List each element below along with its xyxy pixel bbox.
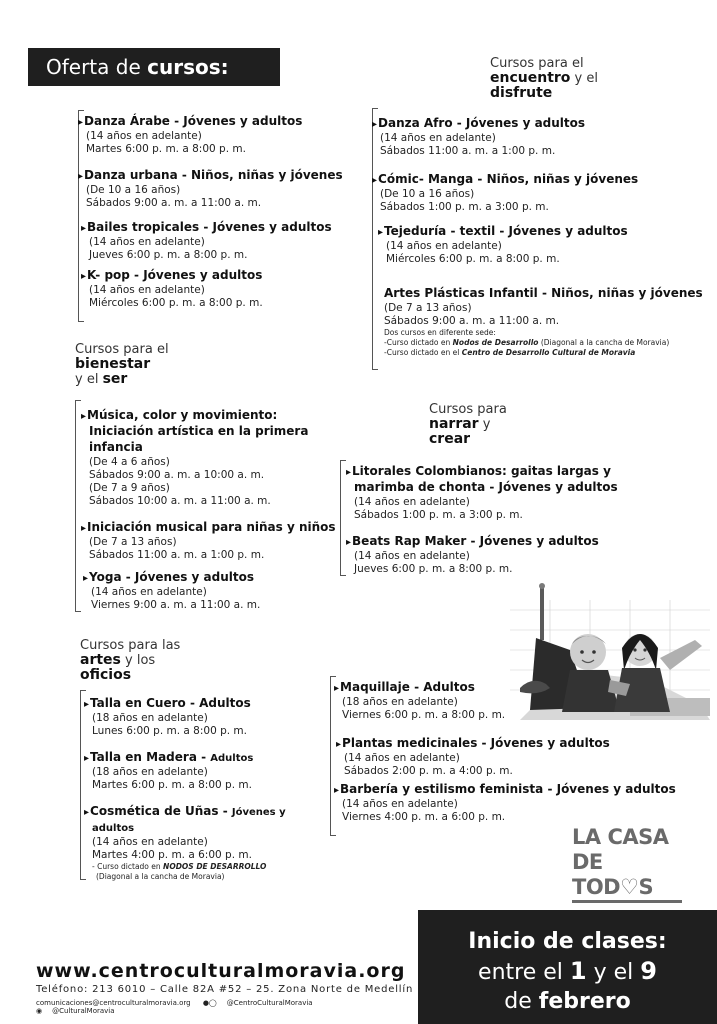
logo-line: S [638, 875, 654, 899]
logo-line: DE TOD [572, 850, 621, 899]
course-danza-urbana [86, 168, 343, 210]
course-tejeduria [386, 224, 628, 266]
course-time: Sábados 10:00 a. m. a 11:00 a. m. [89, 495, 271, 507]
course-group-narrar [340, 460, 640, 576]
course-group-danza [78, 110, 358, 322]
section-line: y el [570, 71, 598, 86]
course-danza-afro [380, 116, 585, 158]
course-note [384, 338, 703, 348]
section-bold: disfrute [490, 85, 553, 101]
course-name: infancia [89, 440, 143, 454]
title-bold: cursos: [147, 55, 229, 79]
course-name: ▸ Maquillaje - Adultos [342, 680, 505, 696]
course-age: (14 años en adelante) [342, 798, 458, 810]
note-text: (Diagonal a la cancha de Moravia) [538, 338, 670, 347]
start-text: de [504, 989, 539, 1014]
email-link[interactable]: comunicaciones@centroculturalmoravia.org [36, 999, 191, 1007]
course-musica-color-7-9 [89, 482, 271, 508]
start-day-2: 9 [640, 957, 657, 985]
course-name: ▸ Barbería y estilismo feminista - Jóvenes y adultos [342, 782, 676, 798]
social-row [36, 999, 406, 1015]
course-name: ▸ Cómic- Manga - Niños, niñas y jóvenes [380, 172, 638, 188]
course-time: Viernes 4:00 p. m. a 6:00 p. m. [342, 811, 506, 823]
course-time: Jueves 6:00 p. m. a 8:00 p. m. [354, 563, 513, 575]
course-name: ▸ Danza urbana - Niños, niñas y jóvenes [86, 168, 343, 184]
course-plantas-medicinales [344, 736, 610, 778]
course-note: (Diagonal a la cancha de Moravia) [96, 872, 225, 881]
course-group-encuentro [372, 108, 712, 370]
course-age: (De 7 a 13 años) [384, 302, 472, 314]
section-bold: narrar [429, 416, 479, 432]
heart-icon: ♡ [620, 875, 639, 899]
course-age: (14 años en adelante) [89, 236, 205, 248]
course-danza-arabe [86, 114, 302, 156]
course-age: (18 años en adelante) [92, 712, 208, 724]
section-bold: oficios [80, 667, 132, 683]
course-name: ▸ Tejeduría - textil - Jóvenes y adultos [386, 224, 628, 240]
course-age: (18 años en adelante) [92, 766, 208, 778]
course-time: Sábados 2:00 p. m. a 4:00 p. m. [344, 765, 513, 777]
course-name: ▸ Beats Rap Maker - Jóvenes y adultos [354, 534, 599, 550]
social-handle-1[interactable]: @CentroCulturalMoravia [226, 999, 313, 1007]
section-line: Cursos para el [75, 342, 169, 357]
course-age: (14 años en adelante) [86, 130, 202, 142]
la-casa-de-todos-logo [572, 825, 682, 903]
course-name: ▸ Plantas medicinales - Jóvenes y adultos [344, 736, 610, 752]
course-age: (14 años en adelante) [386, 240, 502, 252]
course-name: Artes Plásticas Infantil - Niños, niñas y jóvenes [384, 286, 703, 300]
course-tag: Adultos [210, 753, 254, 764]
section-bold: bienestar [75, 356, 151, 372]
course-age: (14 años en adelante) [344, 752, 460, 764]
note-text: -Curso dictado en [384, 338, 453, 347]
start-month [418, 988, 717, 1016]
course-name: ▸ Música, color y movimiento: [89, 408, 308, 424]
course-time: Viernes 6:00 p. m. a 8:00 p. m. [342, 709, 506, 721]
course-time: Jueves 6:00 p. m. a 8:00 p. m. [89, 249, 248, 261]
course-age: (14 años en adelante) [354, 496, 470, 508]
course-time: Lunes 6:00 p. m. a 8:00 p. m. [92, 725, 247, 737]
course-name: ▸ K- pop - Jóvenes y adultos [89, 268, 263, 284]
group-bracket [372, 108, 378, 370]
course-time: Martes 4:00 p. m. a 6:00 p. m. [92, 849, 252, 861]
course-musica-color [89, 408, 308, 482]
start-text: entre el [478, 960, 570, 985]
course-age: (14 años en adelante) [354, 550, 470, 562]
course-yoga [91, 570, 260, 612]
section-line: y [478, 417, 491, 432]
website-link[interactable]: www.centroculturalmoravia.org [36, 960, 406, 982]
section-line: y el [75, 372, 103, 387]
note-text: -Curso dictado en el [384, 348, 462, 357]
course-name: marimba de chonta - Jóvenes y adultos [354, 480, 618, 494]
course-time: Sábados 1:00 p. m. a 3:00 p. m. [354, 509, 523, 521]
course-barberia [342, 782, 676, 824]
course-time: Sábados 11:00 a. m. a 1:00 p. m. [380, 145, 556, 157]
group-bracket [80, 690, 86, 880]
course-time: Martes 6:00 p. m. a 8:00 p. m. [92, 779, 252, 791]
start-date-box [418, 910, 717, 1024]
twitter-icon: ◉ [36, 1007, 43, 1015]
course-time: Martes 6:00 p. m. a 8:00 p. m. [86, 143, 246, 155]
course-age: (14 años en adelante) [89, 284, 205, 296]
page-title [28, 48, 280, 86]
course-name: ▸ Litorales Colombianos: gaitas largas y [354, 464, 618, 480]
section-line: Cursos para las [80, 638, 181, 653]
course-time: Miércoles 6:00 p. m. a 8:00 p. m. [386, 253, 560, 265]
course-name: ▸ Bailes tropicales - Jóvenes y adultos [89, 220, 332, 236]
course-talla-madera [92, 750, 253, 792]
course-age: (14 años en adelante) [91, 586, 207, 598]
group-bracket [330, 676, 336, 836]
note-bold: NODOS DE DESARROLLO [163, 862, 267, 871]
section-bold: crear [429, 431, 471, 447]
social-handle-2[interactable]: @CulturalMoravia [52, 1007, 115, 1015]
course-age: (De 10 a 16 años) [86, 184, 181, 196]
course-group-bienestar [75, 400, 345, 612]
course-time: Sábados 9:00 a. m. a 11:00 a. m. [384, 315, 560, 327]
course-name: ▸ Iniciación musical para niñas y niños [89, 520, 336, 536]
course-name: Talla en Madera - [90, 750, 211, 764]
start-month-name: febrero [538, 989, 631, 1014]
note-bold: Centro de Desarrollo Cultural de Moravia [461, 348, 636, 357]
section-header-artes [80, 638, 180, 683]
course-litorales [354, 464, 618, 522]
section-header-narrar [429, 402, 507, 447]
section-header-encuentro [490, 56, 598, 101]
course-note [92, 862, 330, 872]
section-line: Cursos para [429, 402, 507, 417]
course-name: ▸ Yoga - Jóvenes y adultos [91, 570, 260, 586]
course-maquillaje [342, 680, 505, 722]
course-name: ▸ Danza Afro - Jóvenes y adultos [380, 116, 585, 132]
course-name: ▸ Danza Árabe - Jóvenes y adultos [86, 114, 302, 130]
section-bold: artes [80, 652, 121, 668]
note-bold: Nodos de Desarrollo [452, 338, 539, 347]
course-group-artes [80, 690, 330, 880]
course-note: Dos cursos en diferente sede: [384, 328, 496, 337]
course-kpop [89, 268, 263, 310]
contact-info: Teléfono: 213 6010 – Calle 82A #52 – 25. Zona Norte de Medellín [36, 984, 414, 995]
course-time: Miércoles 6:00 p. m. a 8:00 p. m. [89, 297, 263, 309]
course-age: (18 años en adelante) [342, 696, 458, 708]
course-time: Sábados 1:00 p. m. a 3:00 p. m. [380, 201, 549, 213]
note-text: - Curso dictado en [92, 862, 164, 871]
course-bailes-tropicales [89, 220, 332, 262]
course-name: Cosmética de Uñas - [90, 804, 232, 818]
section-bold: ser [102, 371, 128, 387]
course-time: Sábados 9:00 a. m. a 10:00 a. m. [89, 469, 265, 481]
course-comic-manga [380, 172, 638, 214]
group-bracket [78, 110, 84, 322]
course-note [384, 348, 703, 358]
start-text: y el [586, 960, 641, 985]
course-name: Iniciación artística en la primera [89, 424, 309, 438]
start-dates [418, 956, 717, 988]
group-bracket [75, 400, 81, 612]
start-title: Inicio de clases: [468, 929, 667, 954]
section-bold: encuentro [490, 70, 571, 86]
course-cosmetica-unas [92, 804, 330, 882]
course-tag: Jóvenes y adultos [92, 807, 286, 834]
facebook-instagram-icon: ●◯ [202, 999, 217, 1007]
title-text: Oferta de [46, 55, 148, 79]
section-line: Cursos para el [490, 56, 584, 71]
course-time: Sábados 11:00 a. m. a 1:00 p. m. [89, 549, 265, 561]
start-day-1: 1 [569, 957, 587, 985]
course-age: (De 7 a 9 años) [89, 482, 170, 494]
kids-photo [510, 580, 710, 720]
course-iniciacion-musical [89, 520, 336, 562]
course-artes-plasticas [384, 286, 703, 358]
course-age: (14 años en adelante) [380, 132, 496, 144]
course-talla-cuero [92, 696, 251, 738]
logo-line: LA CASA [572, 825, 669, 849]
course-age: (De 4 a 6 años) [89, 456, 170, 468]
course-time: Viernes 9:00 a. m. a 11:00 a. m. [91, 599, 261, 611]
section-header-bienestar [75, 342, 169, 387]
course-age: (14 años en adelante) [92, 836, 208, 848]
course-beats-rap [354, 534, 599, 576]
section-line: y los [120, 653, 156, 668]
course-name: ▸ Talla en Cuero - Adultos [92, 696, 251, 712]
course-time: Sábados 9:00 a. m. a 11:00 a. m. [86, 197, 262, 209]
course-age: (De 7 a 13 años) [89, 536, 177, 548]
course-age: (De 10 a 16 años) [380, 188, 475, 200]
